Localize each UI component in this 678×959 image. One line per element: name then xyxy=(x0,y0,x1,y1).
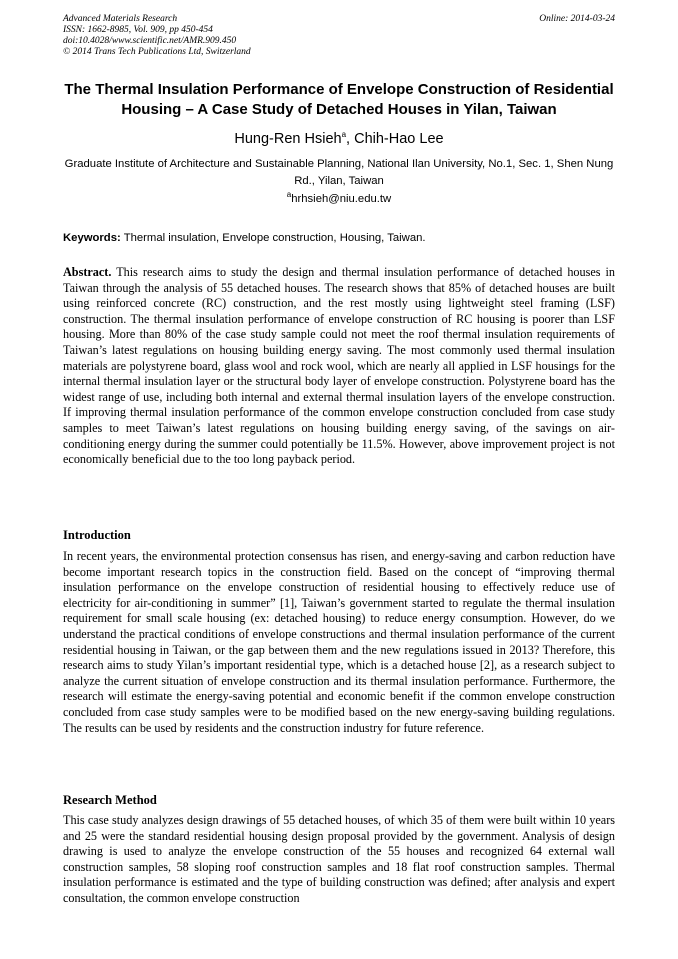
author-email-line xyxy=(40,191,638,207)
journal-name: Advanced Materials Research xyxy=(63,14,178,24)
author-line xyxy=(40,130,638,148)
abstract xyxy=(63,265,615,468)
journal-issn: ISSN: 1662-8985, Vol. 909, pp 450-454 xyxy=(63,25,213,35)
abstract-label: Abstract. xyxy=(63,265,112,279)
introduction-text: In recent years, the environmental protection consensus has risen, and energy-saving and carbon reduction have become important research topics in the construction field. Based on the concept of “improving thermal insulation performance on the envelope construction of residential housing to effectively reduce use of electricity for air-conditioning in summer” [1], Taiwan’s government started to regulate the thermal insulation requirement for small scale housing (ex: detached housing) to reduce energy consumption. However, do we understand the practical conditions of envelope constructions and thermal insulation performance of the current residential housing in Taiwan, or the gap between them and the new regulations issued in 2013? Therefore, this research aims to study Yilan’s important residential type, which is a detached house [2], as a research subject to analyze the current situation of envelope construction and its thermal insulation performance. Furthermore, the research will estimate the energy-saving potential and economic benefit if the common envelope construction concluded from case study samples were to be modified based on the new energy-saving building regulations. The results can be used by residents and the construction industry for future reference. xyxy=(63,549,615,735)
keywords-text: Thermal insulation, Envelope construction, Housing, Taiwan. xyxy=(123,232,426,244)
paper-title: The Thermal Insulation Performance of Envelope Construction of Residential Housing – A Case Study of Detached Houses in Yilan, Taiwan xyxy=(64,81,614,118)
keywords-label: Keywords: xyxy=(63,232,121,244)
journal-doi: doi:10.4028/www.scientific.net/AMR.909.450 xyxy=(63,36,237,46)
author-2: Chih-Hao Lee xyxy=(354,131,444,147)
author-1: Hung-Ren Hsieh xyxy=(234,131,342,147)
research-method-text: This case study analyzes design drawings of 55 detached houses, of which 35 of them were built within 10 years and 25 were the standard residential housing design proposal provided by the government. Analysis of design drawing is used to analyze the envelope construction of the 55 houses and recognized 64 external wall construction samples, 58 sloping roof construction samples and 18 flat roof construction samples. Thermal insulation performance is estimated and the type of building construction was defined; after analysis and expert consultation, the common envelope construction xyxy=(63,813,615,905)
research-method-heading: Research Method xyxy=(63,793,157,807)
online-date: Online: 2014-03-24 xyxy=(539,14,615,24)
affiliation: Graduate Institute of Architecture and Sustainable Planning, National Ilan University, No.1, Sec. 1, Shen Nung Rd., Yilan, Taiwan xyxy=(64,158,614,187)
introduction-heading: Introduction xyxy=(63,528,131,542)
author-separator: , xyxy=(346,131,355,147)
abstract-text: This research aims to study the design and thermal insulation performance of detached houses in Taiwan through the analysis of 55 detached houses. The research shows that 85% of detached houses are built using reinforced concrete (RC) construction, and the rest mostly using lightweight steel framing (LSF) construction. The thermal insulation performance of envelope construction of RC housing is poorer than LSF housing. More than 80% of the case study sample could not meet the roof thermal insulation requirements of Taiwan’s latest regulations on housing building energy saving. The most commonly used thermal insulation materials are polystyrene board, glass wool and rock wool, which are nearly all applied in LSF housings for the internal thermal insulation layer or the structural body layer of envelope construction. Polystyrene board has the widest range of use, including both internal and external thermal insulation layers of the envelope construction. If improving thermal insulation performance of the common envelope construction concluded from case study samples to meet Taiwan’s latest regulations on housing building energy saving, of the savings on air-conditioning energy during the summer could potentially be 11.5%. However, above improvement project is not economically beneficial due to the too long payback period. xyxy=(63,265,615,467)
author-email: hrhsieh@niu.edu.tw xyxy=(291,193,392,205)
author-1-affiliation-mark: a xyxy=(341,130,347,140)
email-affiliation-mark: a xyxy=(286,190,292,200)
journal-copyright: © 2014 Trans Tech Publications Ltd, Switzerland xyxy=(63,47,251,57)
journal-info xyxy=(63,14,251,58)
keywords xyxy=(63,230,615,246)
